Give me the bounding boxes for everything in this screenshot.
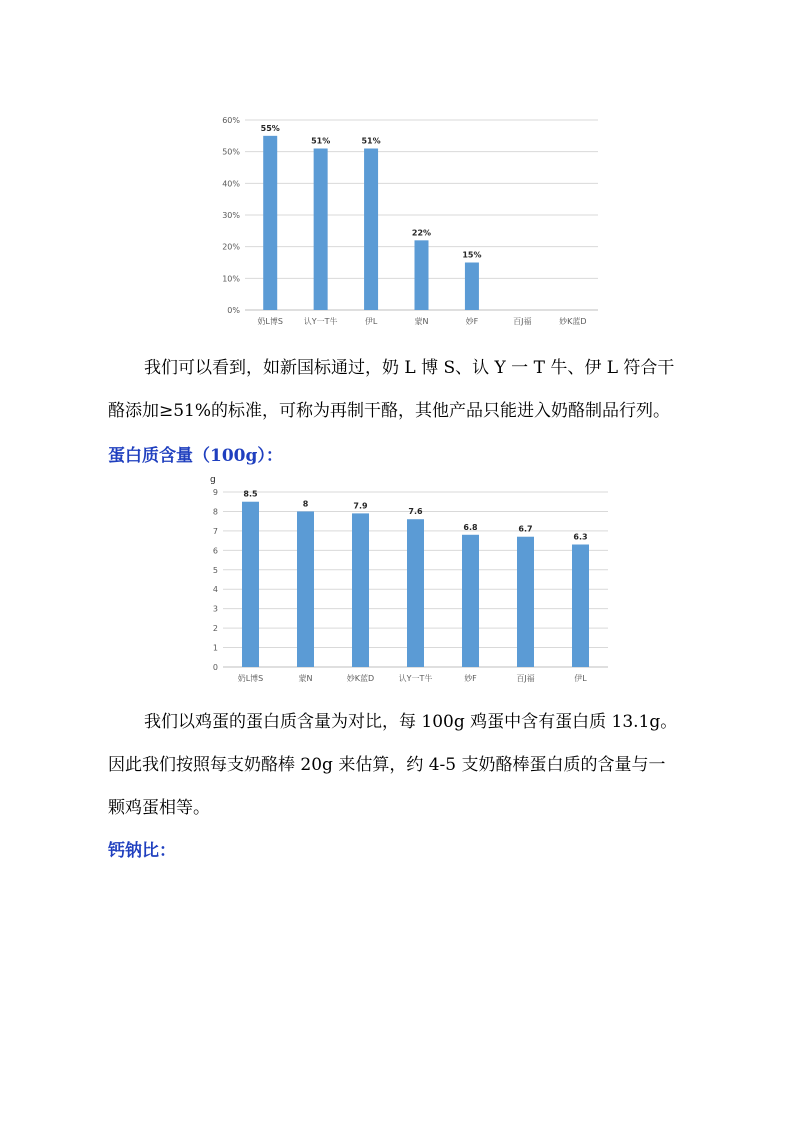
bar	[407, 519, 424, 667]
data-label: 8.5	[243, 489, 258, 499]
cheese-content-chart-svg	[205, 108, 605, 333]
x-tick-label: 妙K蓝D	[346, 674, 375, 683]
y-tick-label: 7	[212, 526, 218, 536]
x-tick-label: 蒙N	[298, 674, 313, 683]
paragraph-cheese-standard	[108, 347, 698, 433]
bar	[364, 149, 378, 311]
x-tick-label: 伊L	[364, 317, 378, 326]
x-tick-label: 伊L	[574, 674, 587, 683]
y-tick-label: 3	[212, 604, 218, 614]
x-tick-label: 蒙N	[414, 317, 429, 326]
protein-content-chart	[205, 470, 615, 690]
x-tick-label: 妙F	[464, 674, 477, 683]
data-label: 8	[302, 499, 309, 509]
bar	[517, 537, 534, 667]
y-tick-label: 0	[212, 663, 218, 672]
x-tick-label: 妙K蓝D	[559, 317, 587, 326]
protein-content-chart-svg	[205, 470, 615, 690]
y-tick-label: 9	[212, 488, 218, 497]
x-tick-label: 妙F	[465, 317, 479, 326]
bar	[297, 511, 314, 667]
y-tick-label: 6	[212, 546, 218, 556]
bar	[314, 149, 328, 311]
paragraph-protein-comparison	[108, 701, 698, 830]
y-tick-label: 50%	[222, 147, 240, 157]
section-heading-calcium-sodium: 钙钠比：	[108, 841, 176, 861]
x-tick-label: 认Y一T牛	[303, 317, 338, 326]
y-unit-label: g	[210, 475, 216, 485]
y-tick-label: 20%	[222, 242, 240, 252]
y-tick-label: 8	[212, 507, 218, 517]
paragraph-line: 因此我们按照每支奶酪棒 20g 来估算，约 4-5 支奶酪棒蛋白质的含量与一	[108, 755, 666, 775]
bar	[572, 545, 589, 668]
data-label: 22%	[411, 228, 432, 238]
bar	[465, 263, 479, 311]
y-tick-label: 0%	[227, 306, 240, 315]
y-tick-label: 10%	[222, 274, 240, 284]
x-tick-label: 百J福	[516, 674, 535, 683]
x-tick-label: 奶L博S	[257, 317, 283, 326]
paragraph-line: 颗鸡蛋相等。	[108, 798, 210, 818]
data-label: 6.3	[573, 532, 588, 542]
y-tick-label: 1	[212, 643, 218, 653]
data-label: 7.9	[353, 501, 368, 511]
bar	[415, 240, 429, 310]
data-label: 51%	[361, 136, 381, 146]
y-tick-label: 30%	[222, 211, 240, 220]
bar	[462, 535, 479, 667]
cheese-content-chart	[205, 108, 605, 333]
y-tick-label: 4	[212, 585, 218, 595]
data-label: 55%	[260, 123, 280, 133]
y-tick-label: 2	[212, 624, 218, 634]
x-tick-label: 百J福	[513, 317, 532, 326]
bar	[242, 502, 259, 667]
x-tick-label: 奶L博S	[237, 674, 264, 683]
data-label: 6.7	[518, 524, 533, 534]
y-tick-label: 40%	[222, 179, 240, 189]
y-tick-label: 5	[212, 565, 218, 575]
data-label: 51%	[311, 136, 331, 146]
section-heading-protein: 蛋白质含量（100g）：	[108, 446, 283, 466]
paragraph-line: 我们可以看到，如新国标通过，奶 L 博 S、认 Y 一 T 牛、伊 L 符合干	[144, 358, 675, 378]
bar	[263, 136, 277, 310]
paragraph-line: 我们以鸡蛋的蛋白质含量为对比，每 100g 鸡蛋中含有蛋白质 13.1g。	[144, 712, 678, 732]
data-label: 7.6	[408, 507, 423, 517]
y-tick-label: 60%	[222, 116, 240, 125]
data-label: 15%	[462, 250, 482, 260]
data-label: 6.8	[463, 522, 478, 532]
paragraph-line: 酪添加≥51%的标准，可称为再制干酪，其他产品只能进入奶酪制品行列。	[108, 401, 671, 421]
bar	[352, 513, 369, 667]
x-tick-label: 认Y一T牛	[398, 674, 433, 683]
